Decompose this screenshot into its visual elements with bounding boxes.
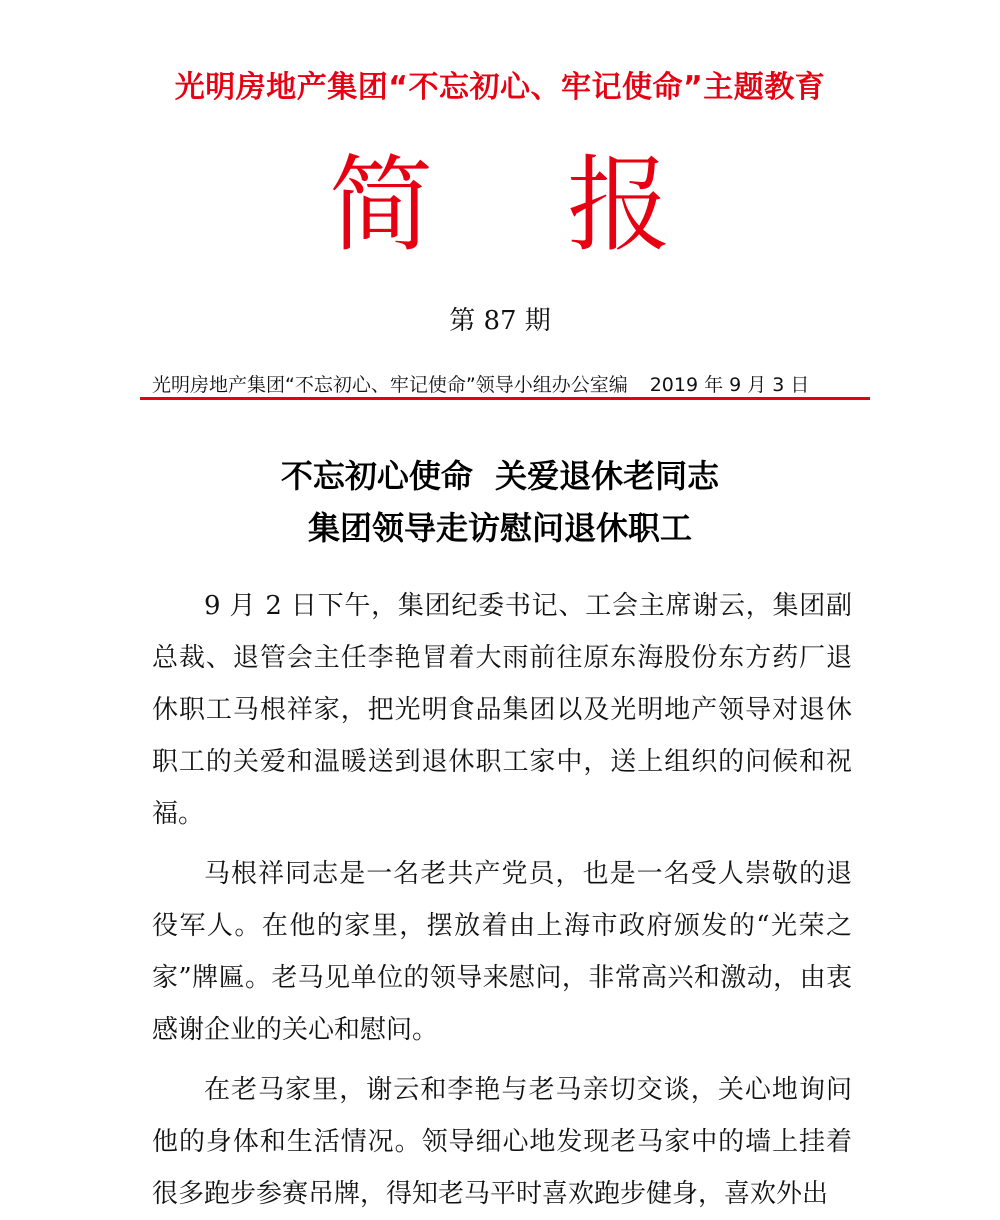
article-title xyxy=(0,450,1000,554)
bulletin-title-char-1: 简 xyxy=(328,144,433,266)
article-title-line-2: 集团领导走访慰问退休职工 xyxy=(307,509,692,547)
bulletin-title xyxy=(0,140,1000,270)
article-title-line-1: 不忘初心使命 关爱退休老同志 xyxy=(280,457,720,495)
issue-number: 第 87 期 xyxy=(449,306,551,336)
editor-name: 光明房地产集团“不忘初心、牢记使命”领导小组办公室编 xyxy=(152,374,628,396)
paragraph-1: 9 月 2 日下午，集团纪委书记、工会主席谢云，集团副总裁、退管会主任李艳冒着大雨前往原东海股份东方药厂退休职工马根祥家，把光明食品集团以及光明地产领导对退休职工的关爱和温暖送到退休职工家中，送上组织的问候和祝福。 xyxy=(152,591,852,829)
bulletin-title-gap xyxy=(436,140,564,270)
series-title: 光明房地产集团“不忘初心、牢记使命”主题教育 xyxy=(174,70,826,105)
article-body xyxy=(152,580,852,1220)
paragraph-3: 在老马家里，谢云和李艳与老马亲切交谈，关心地询问他的身体和生活情况。领导细心地发现老马家中的墙上挂着很多跑步参赛吊牌，得知老马平时喜欢跑步健身，喜欢外出 xyxy=(152,1075,852,1209)
issue-date: 2019 年 9 月 3 日 xyxy=(649,374,810,396)
paragraph-2: 马根祥同志是一名老共产党员，也是一名受人崇敬的退役军人。在他的家里，摆放着由上海市政府颁发的“光荣之家”牌匾。老马见单位的领导来慰问，非常高兴和激动，由衷感谢企业的关心和慰问。 xyxy=(152,859,852,1045)
bulletin-title-char-2: 报 xyxy=(566,144,671,266)
red-divider xyxy=(140,397,870,400)
editor-line xyxy=(152,370,872,397)
